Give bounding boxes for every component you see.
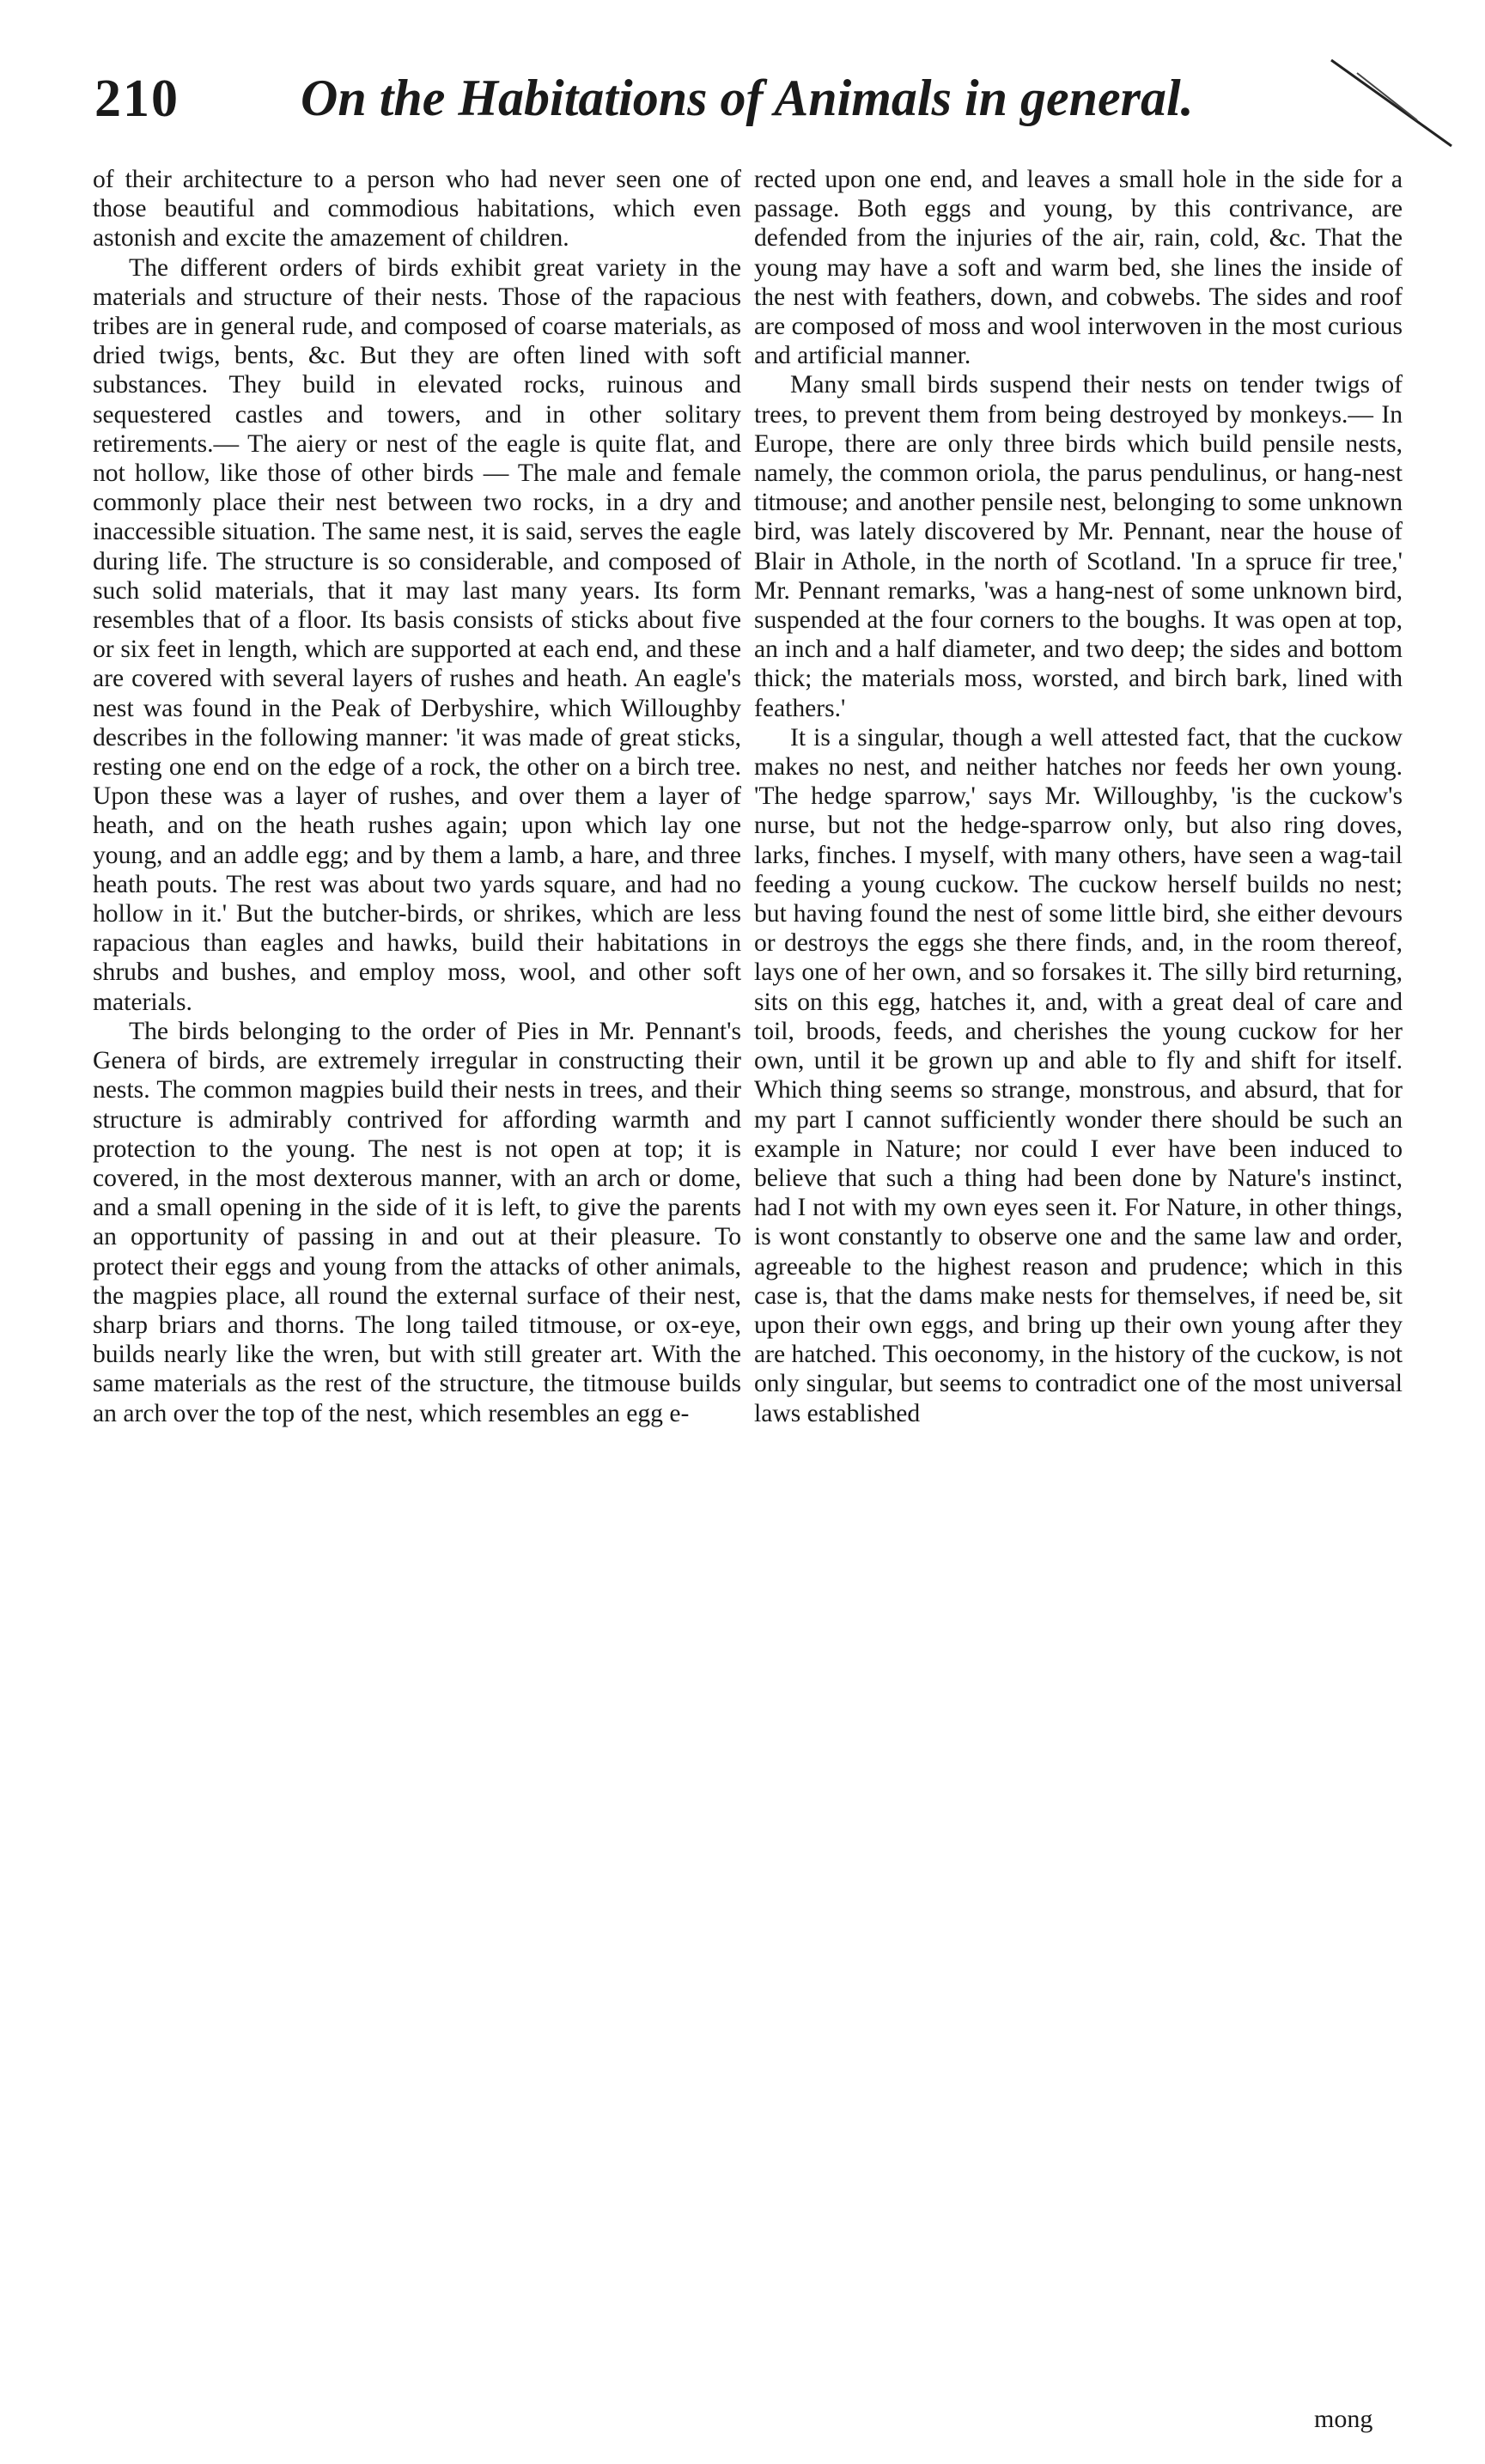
paragraph: Many small birds suspend their nests on tender twigs of trees, to prevent them from being destroyed by monkeys.— In Europe, there are only three birds which build pensile nests, namely, the common oriola, the parus pendulinus, or hang-nest titmouse; and another pensile nest, belonging to some unknown bird, was lately discovered by Mr. Pennant, near the house of Blair in Athole, in the north of Scotland. 'In a spruce fir tree,' Mr. Pennant remarks, 'was a hang-nest of some unknown bird, suspended at the four corners to the boughs. It was open at top, an inch and a half diameter, and two deep; the sides and bottom thick; the materials moss, worsted, and birch bark, lined with feathers.' [754, 371, 1403, 722]
paragraph: rected upon one end, and leaves a small hole in the side for a passage. Both eggs and young, by this contrivance, are defended from the injuries of the air, rain, cold, &c. That the young may have a soft and warm bed, she lines the inside of the nest with feathers, down, and cobwebs. The sides and roof are composed of moss and wool interwoven in the most curious and artificial manner. [754, 166, 1403, 370]
page-header [94, 69, 1383, 146]
catchword: mong [1314, 2405, 1373, 2433]
paragraph: of their architecture to a person who had never seen one of those beautiful and commodious habitations, which even astonish and excite the amazement of children. [93, 166, 741, 252]
running-title: On the Habitations of Animals in general. [301, 70, 1194, 126]
paragraph: It is a singular, though a well attested fact, that the cuckow makes no nest, and neither hatches nor feeds her own young. 'The hedge sparrow,' says Mr. Willoughby, 'is the cuckow's nurse, but not the hedge-sparrow only, but also ring doves, larks, finches. I myself, with many others, have seen a wag-tail feeding a young cuckow. The cuckow herself builds no nest; but having found the nest of some little bird, she either devours or destroys the eggs she there finds, and, in the room thereof, lays one of her own, and so forsakes it. The silly bird returning, sits on this egg, hatches it, and, with a great deal of care and toil, broods, feeds, and cherishes the young cuckow for her own, until it be grown up and able to fly and shift for itself. Which thing seems so strange, monstrous, and absurd, that for my part I cannot sufficiently wonder there should be such an example in Nature; nor could I ever have been induced to believe that such a thing had been done by Nature's instinct, had I not with my own eyes seen it. For Nature, in other things, is wont constantly to observe one and the same law and order, agreeable to the highest reason and prudence; which in this case is, that the dams make nests for themselves, if need be, sit upon their own eggs, and bring up their own young after they are hatched. This oeconomy, in the history of the cuckow, is not only singular, but seems to contradict one of the most universal laws established [754, 723, 1403, 1427]
left-column [93, 165, 741, 1428]
right-column [754, 165, 1403, 1428]
page-number: 210 [94, 70, 180, 128]
paragraph: The different orders of birds exhibit great variety in the materials and structure of their nests. Those of the rapacious tribes are in general rude, and composed of coarse materials, as dried twigs, bents, &c. But they are often lined with soft substances. They build in elevated rocks, ruinous and sequestered castles and towers, and in other solitary retirements.— The aiery or nest of the eagle is quite flat, and not hollow, like those of other birds — The male and female commonly place their nest between two rocks, in a dry and inaccessible situation. The same nest, it is said, serves the eagle during life. The structure is so considerable, and composed of such solid materials, that it may last many years. Its form resembles that of a floor. Its basis consists of sticks about five or six feet in length, which are supported at each end, and these are covered with several layers of rushes and heath. An eagle's nest was found in the Peak of Derbyshire, which Willoughby describes in the following manner: 'it was made of great sticks, resting one end on the edge of a rock, the other on a birch tree. Upon these was a layer of rushes, and over them a layer of heath, and on the heath rushes again; upon which lay one young, and an addle egg; and by them a lamb, a hare, and three heath pouts. The rest was about two yards square, and had no hollow in it.' But the butcher-birds, or shrikes, which are less rapacious than eagles and hawks, build their habitations in shrubs and bushes, and employ moss, wool, and other soft materials. [93, 253, 741, 1016]
paragraph: The birds belonging to the order of Pies in Mr. Pennant's Genera of birds, are extremely irregular in constructing their nests. The common magpies build their nests in trees, and their structure is admirably contrived for affording warmth and protection to the young. The nest is not open at top; it is covered, in the most dexterous manner, with an arch or dome, and a small opening in the side of it is left, to give the parents an opportunity of passing in and out at their pleasure. To protect their eggs and young from the attacks of other animals, the magpies place, all round the external surface of their nest, sharp briars and thorns. The long tailed titmouse, or ox-eye, builds nearly like the wren, but with still greater art. With the same materials as the rest of the structure, the titmouse builds an arch over the top of the nest, which resembles an egg e- [93, 1017, 741, 1427]
corner-fold-mark [1323, 52, 1460, 155]
